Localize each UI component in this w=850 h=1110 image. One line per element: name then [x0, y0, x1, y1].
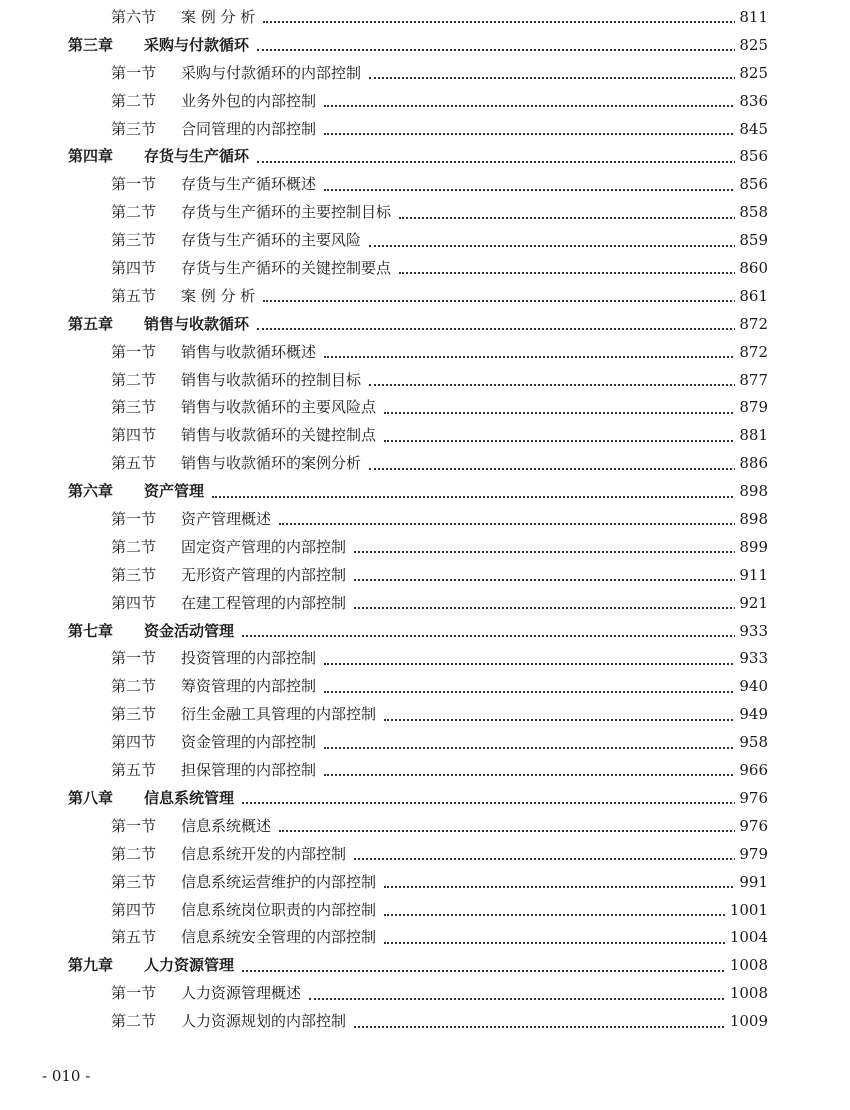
dot-leader — [309, 997, 764, 1000]
dot-leader — [242, 969, 764, 972]
dot-leader — [384, 718, 764, 721]
dot-leader — [242, 801, 764, 804]
toc-section-entry[interactable] — [0, 897, 850, 925]
toc-section-entry[interactable] — [0, 1008, 850, 1036]
dot-leader — [399, 271, 764, 274]
page-ref: 872 — [735, 339, 768, 367]
page-ref: 881 — [735, 422, 768, 450]
dot-leader — [279, 522, 764, 525]
section-title: 人力资源规划的内部控制 — [181, 1012, 347, 1031]
section-title: 案 例 分 析 — [181, 8, 256, 26]
toc-section-entry[interactable] — [0, 171, 850, 199]
page-ref: 976 — [735, 813, 768, 841]
section-title: 存货与生产循环的关键控制要点 — [181, 259, 392, 278]
page-ref: 825 — [735, 32, 768, 60]
dot-leader — [384, 885, 764, 888]
section-title: 资产管理概述 — [181, 510, 272, 529]
toc-section-entry[interactable] — [0, 116, 850, 144]
dot-leader — [369, 383, 764, 386]
section-title: 信息系统岗位职责的内部控制 — [181, 900, 377, 919]
section-title: 案 例 分 析 — [181, 286, 256, 305]
section-number: 第三节 — [111, 231, 157, 250]
section-title: 信息系统安全管理的内部控制 — [181, 928, 377, 947]
section-number: 第二节 — [111, 537, 157, 556]
page-ref: 949 — [735, 701, 768, 729]
dot-leader — [384, 411, 764, 414]
dot-leader — [384, 913, 764, 916]
toc-section-entry[interactable] — [0, 88, 850, 116]
section-title: 信息系统运营维护的内部控制 — [181, 872, 377, 891]
section-title: 销售与收款循环的主要风险点 — [181, 398, 377, 417]
section-number: 第一节 — [111, 63, 157, 82]
page-ref: 979 — [735, 841, 768, 869]
section-number: 第一节 — [111, 984, 157, 1003]
chapter-number: 第五章 — [68, 314, 114, 333]
chapter-number: 第六章 — [68, 482, 114, 501]
dot-leader — [324, 662, 764, 665]
section-title: 固定资产管理的内部控制 — [181, 537, 347, 556]
dot-leader — [384, 439, 764, 442]
section-title: 销售与收款循环的关键控制点 — [181, 426, 377, 445]
toc-section-entry[interactable] — [0, 673, 850, 701]
page-ref: 976 — [735, 785, 768, 813]
dot-leader — [212, 495, 764, 498]
page-ref: 856 — [735, 171, 768, 199]
page-ref: 933 — [735, 645, 768, 673]
toc-chapter-entry[interactable] — [0, 311, 850, 339]
page-ref: 879 — [735, 394, 768, 422]
page-ref: 845 — [735, 116, 768, 144]
page-ref: 966 — [735, 757, 768, 785]
dot-leader — [242, 634, 764, 637]
toc-chapter-entry[interactable] — [0, 785, 850, 813]
section-title: 合同管理的内部控制 — [181, 119, 317, 138]
section-title: 衍生金融工具管理的内部控制 — [181, 705, 377, 724]
toc-section-entry[interactable] — [0, 980, 850, 1008]
section-title: 在建工程管理的内部控制 — [181, 593, 347, 612]
section-title: 信息系统概述 — [181, 816, 272, 835]
section-title: 销售与收款循环概述 — [181, 342, 317, 361]
page-ref: 1009 — [726, 1008, 768, 1036]
toc-section-entry[interactable] — [0, 422, 850, 450]
page-ref: 940 — [735, 673, 768, 701]
toc-section-entry[interactable] — [0, 506, 850, 534]
dot-leader — [369, 467, 764, 470]
toc-section-entry[interactable] — [0, 255, 850, 283]
dot-leader — [354, 857, 764, 860]
chapter-number: 第九章 — [68, 956, 114, 975]
page-ref: 861 — [735, 283, 768, 311]
dot-leader — [354, 1025, 764, 1028]
dot-leader — [324, 746, 764, 749]
toc-section-entry[interactable] — [0, 534, 850, 562]
section-number: 第三节 — [111, 872, 157, 891]
page-ref: 921 — [735, 590, 768, 618]
page-ref: 836 — [735, 88, 768, 116]
page-ref: 1008 — [726, 952, 768, 980]
dot-leader — [263, 20, 764, 23]
section-title: 销售与收款循环的案例分析 — [181, 454, 362, 473]
section-title: 业务外包的内部控制 — [181, 91, 317, 110]
section-title: 人力资源管理概述 — [181, 984, 302, 1003]
section-number: 第一节 — [111, 175, 157, 194]
dot-leader — [257, 327, 764, 330]
page-ref: 811 — [735, 4, 768, 32]
section-title: 投资管理的内部控制 — [181, 649, 317, 668]
chapter-number: 第三章 — [68, 35, 114, 54]
page-ref: 860 — [735, 255, 768, 283]
section-number: 第二节 — [111, 203, 157, 222]
section-number: 第二节 — [111, 677, 157, 696]
chapter-title: 资产管理 — [144, 482, 205, 501]
toc-section-entry[interactable] — [0, 701, 850, 729]
dot-leader — [369, 76, 764, 79]
toc-section-entry[interactable] — [0, 757, 850, 785]
toc-section-entry[interactable] — [0, 869, 850, 897]
toc-chapter-entry[interactable] — [0, 618, 850, 646]
dot-leader — [324, 690, 764, 693]
toc-chapter-entry[interactable] — [0, 478, 850, 506]
section-number: 第四节 — [111, 593, 157, 612]
section-number: 第一节 — [111, 649, 157, 668]
toc-section-entry[interactable] — [0, 729, 850, 757]
toc-section-entry[interactable] — [0, 4, 850, 32]
section-number: 第四节 — [111, 900, 157, 919]
chapter-title: 信息系统管理 — [144, 788, 235, 807]
section-number: 第三节 — [111, 398, 157, 417]
section-title: 担保管理的内部控制 — [181, 761, 317, 780]
chapter-title: 销售与收款循环 — [144, 314, 250, 333]
dot-leader — [354, 550, 764, 553]
section-number: 第五节 — [111, 761, 157, 780]
toc-section-entry[interactable] — [0, 841, 850, 869]
section-title: 销售与收款循环的控制目标 — [181, 370, 362, 389]
section-number: 第一节 — [111, 816, 157, 835]
chapter-title: 存货与生产循环 — [144, 147, 250, 166]
page-ref: 886 — [735, 450, 768, 478]
section-number: 第一节 — [111, 510, 157, 529]
page-ref: 958 — [735, 729, 768, 757]
section-title: 筹资管理的内部控制 — [181, 677, 317, 696]
dot-leader — [324, 355, 764, 358]
toc-chapter-entry[interactable] — [0, 952, 850, 980]
section-number: 第二节 — [111, 91, 157, 110]
toc-section-entry[interactable] — [0, 562, 850, 590]
section-title: 资金管理的内部控制 — [181, 733, 317, 752]
dot-leader — [324, 104, 764, 107]
section-number: 第三节 — [111, 119, 157, 138]
toc-section-entry[interactable] — [0, 227, 850, 255]
table-of-contents — [0, 4, 850, 1036]
toc-section-entry[interactable] — [0, 199, 850, 227]
page-ref: 933 — [735, 618, 768, 646]
toc-section-entry[interactable] — [0, 645, 850, 673]
page-ref: 1008 — [726, 980, 768, 1008]
chapter-title: 资金活动管理 — [144, 621, 235, 640]
page-ref: 1001 — [726, 897, 768, 925]
section-number: 第二节 — [111, 370, 157, 389]
chapter-number: 第八章 — [68, 788, 114, 807]
section-number: 第二节 — [111, 1012, 157, 1031]
chapter-number: 第四章 — [68, 147, 114, 166]
dot-leader — [384, 941, 764, 944]
page-ref: 899 — [735, 534, 768, 562]
section-number: 第一节 — [111, 342, 157, 361]
dot-leader — [354, 606, 764, 609]
section-title: 无形资产管理的内部控制 — [181, 565, 347, 584]
toc-section-entry[interactable] — [0, 283, 850, 311]
page-ref: 1004 — [726, 924, 768, 952]
section-title: 存货与生产循环概述 — [181, 175, 317, 194]
section-title: 存货与生产循环的主要控制目标 — [181, 203, 392, 222]
section-number: 第五节 — [111, 454, 157, 473]
page-ref: 825 — [735, 60, 768, 88]
section-title: 信息系统开发的内部控制 — [181, 844, 347, 863]
dot-leader — [324, 132, 764, 135]
section-number: 第六节 — [111, 8, 157, 26]
toc-section-entry[interactable] — [0, 394, 850, 422]
dot-leader — [257, 48, 764, 51]
section-number: 第四节 — [111, 426, 157, 445]
page-ref: 877 — [735, 367, 768, 395]
chapter-title: 采购与付款循环 — [144, 35, 250, 54]
toc-section-entry[interactable] — [0, 590, 850, 618]
toc-section-entry[interactable] — [0, 450, 850, 478]
toc-section-entry[interactable] — [0, 339, 850, 367]
dot-leader — [257, 160, 764, 163]
page-ref: 911 — [735, 562, 768, 590]
toc-chapter-entry[interactable] — [0, 143, 850, 171]
section-number: 第五节 — [111, 286, 157, 305]
dot-leader — [399, 216, 764, 219]
page-ref: 858 — [735, 199, 768, 227]
toc-section-entry[interactable] — [0, 60, 850, 88]
toc-section-entry[interactable] — [0, 813, 850, 841]
page-number: - 010 - — [42, 1067, 91, 1085]
page-ref: 898 — [735, 478, 768, 506]
dot-leader — [369, 244, 764, 247]
section-number: 第二节 — [111, 844, 157, 863]
page-ref: 856 — [735, 143, 768, 171]
page-ref: 991 — [735, 869, 768, 897]
dot-leader — [324, 773, 764, 776]
section-number: 第三节 — [111, 565, 157, 584]
section-number: 第四节 — [111, 733, 157, 752]
toc-section-entry[interactable] — [0, 924, 850, 952]
dot-leader — [354, 578, 764, 581]
section-number: 第三节 — [111, 705, 157, 724]
page-ref: 859 — [735, 227, 768, 255]
page-ref: 872 — [735, 311, 768, 339]
section-number: 第四节 — [111, 259, 157, 278]
chapter-title: 人力资源管理 — [144, 956, 235, 975]
toc-section-entry[interactable] — [0, 367, 850, 395]
chapter-number: 第七章 — [68, 621, 114, 640]
toc-chapter-entry[interactable] — [0, 32, 850, 60]
section-title: 存货与生产循环的主要风险 — [181, 231, 362, 250]
dot-leader — [324, 188, 764, 191]
section-number: 第五节 — [111, 928, 157, 947]
section-title: 采购与付款循环的内部控制 — [181, 63, 362, 82]
dot-leader — [279, 829, 764, 832]
dot-leader — [263, 299, 764, 302]
page-ref: 898 — [735, 506, 768, 534]
